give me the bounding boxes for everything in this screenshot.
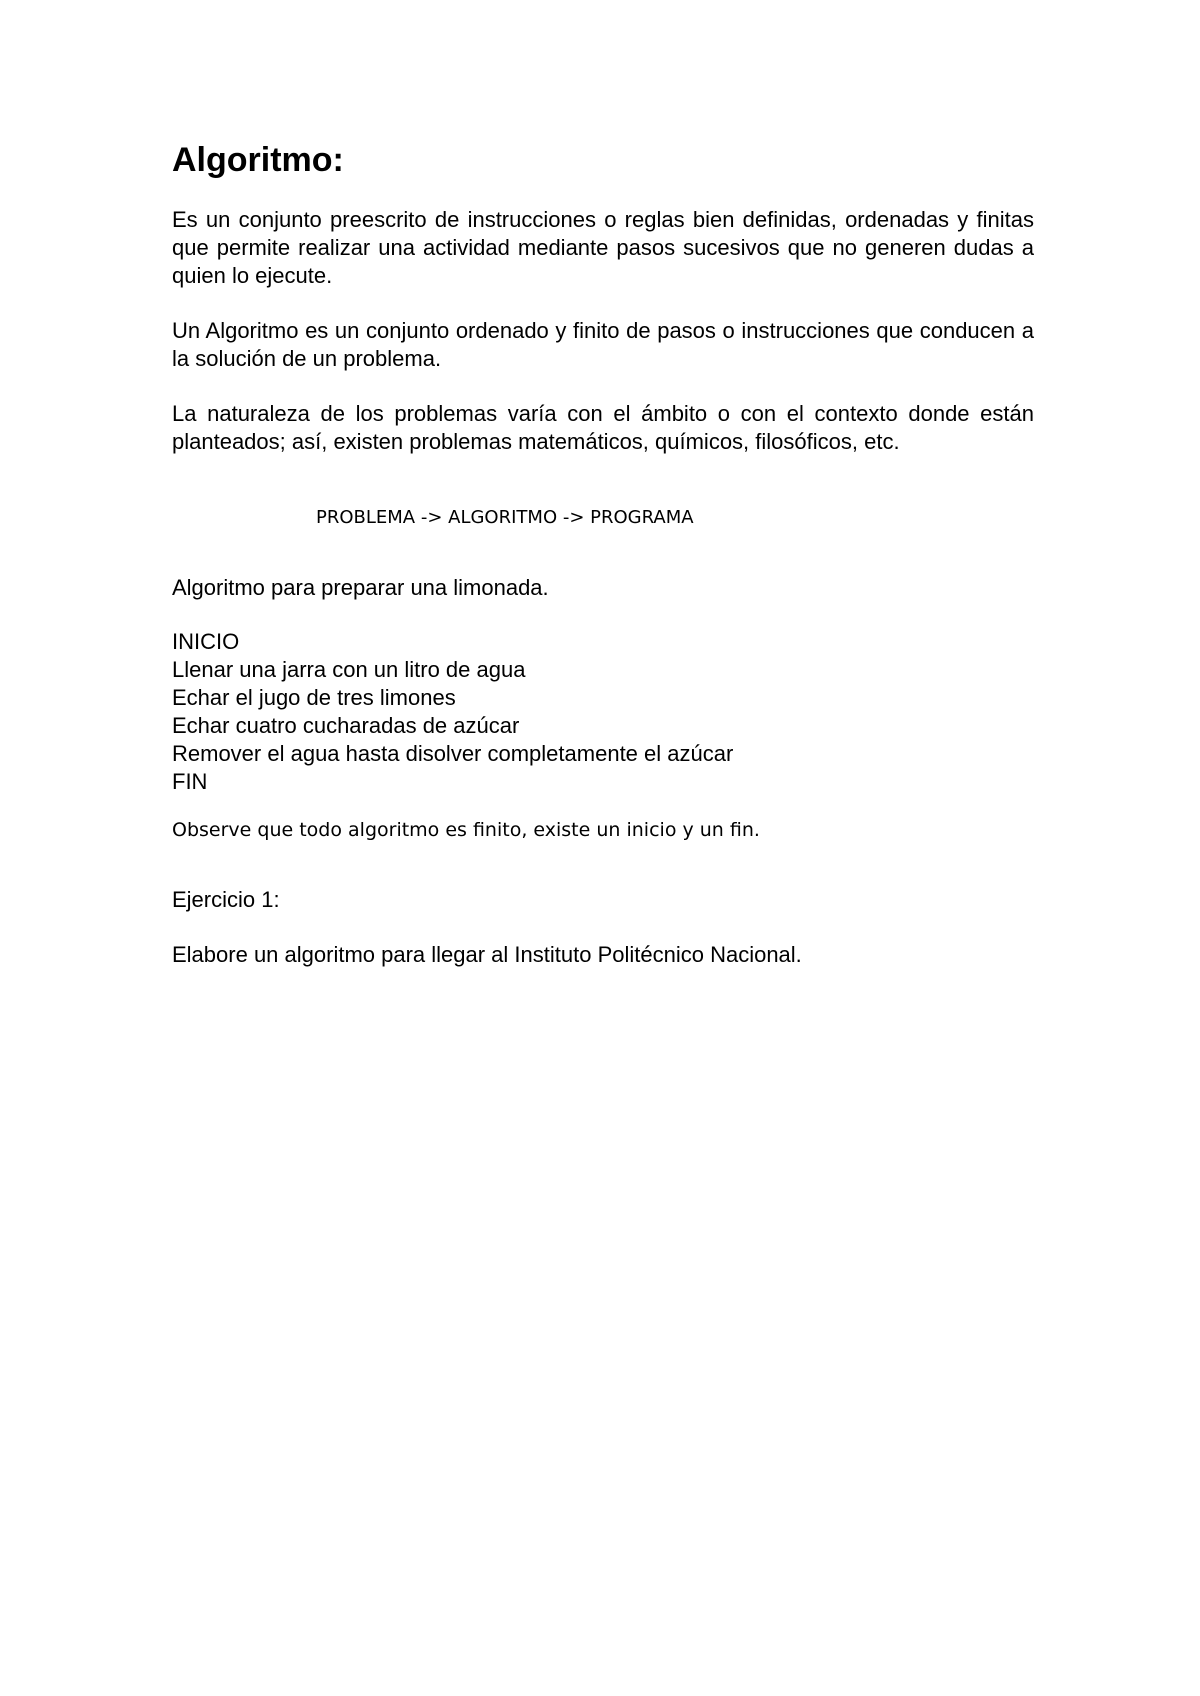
finite-note: Observe que todo algoritmo es finito, existe un inicio y un fin. <box>172 819 760 841</box>
flow-line: PROBLEMA -> ALGORITMO -> PROGRAMA <box>316 507 694 528</box>
step-item: Llenar una jarra con un litro de agua <box>172 657 526 682</box>
exercise-text: Elabore un algoritmo para llegar al Instituto Politécnico Nacional. <box>172 942 802 967</box>
example-heading: Algoritmo para preparar una limonada. <box>172 575 549 600</box>
algorithm-steps <box>172 628 1034 796</box>
step-item: INICIO <box>172 629 240 654</box>
definition-paragraph-2: Un Algoritmo es un conjunto ordenado y finito de pasos o instrucciones que conducen a la solución de un problema. <box>172 318 1034 371</box>
step-item: Echar cuatro cucharadas de azúcar <box>172 713 520 738</box>
page-title: Algoritmo: <box>172 141 344 179</box>
definition-paragraph-1: Es un conjunto preescrito de instrucciones o reglas bien definidas, ordenadas y finitas que permite realizar una actividad mediante pasos sucesivos que no generen dudas a quien lo ejecute. <box>172 207 1034 288</box>
step-item: Remover el agua hasta disolver completamente el azúcar <box>172 741 734 766</box>
document-page <box>172 140 1034 969</box>
definition-paragraph-3: La naturaleza de los problemas varía con el ámbito o con el contexto donde están planteados; así, existen problemas matemáticos, químicos, filosóficos, etc. <box>172 401 1034 454</box>
exercise-heading: Ejercicio 1: <box>172 887 280 912</box>
step-item: Echar el jugo de tres limones <box>172 685 456 710</box>
step-item: FIN <box>172 769 208 794</box>
